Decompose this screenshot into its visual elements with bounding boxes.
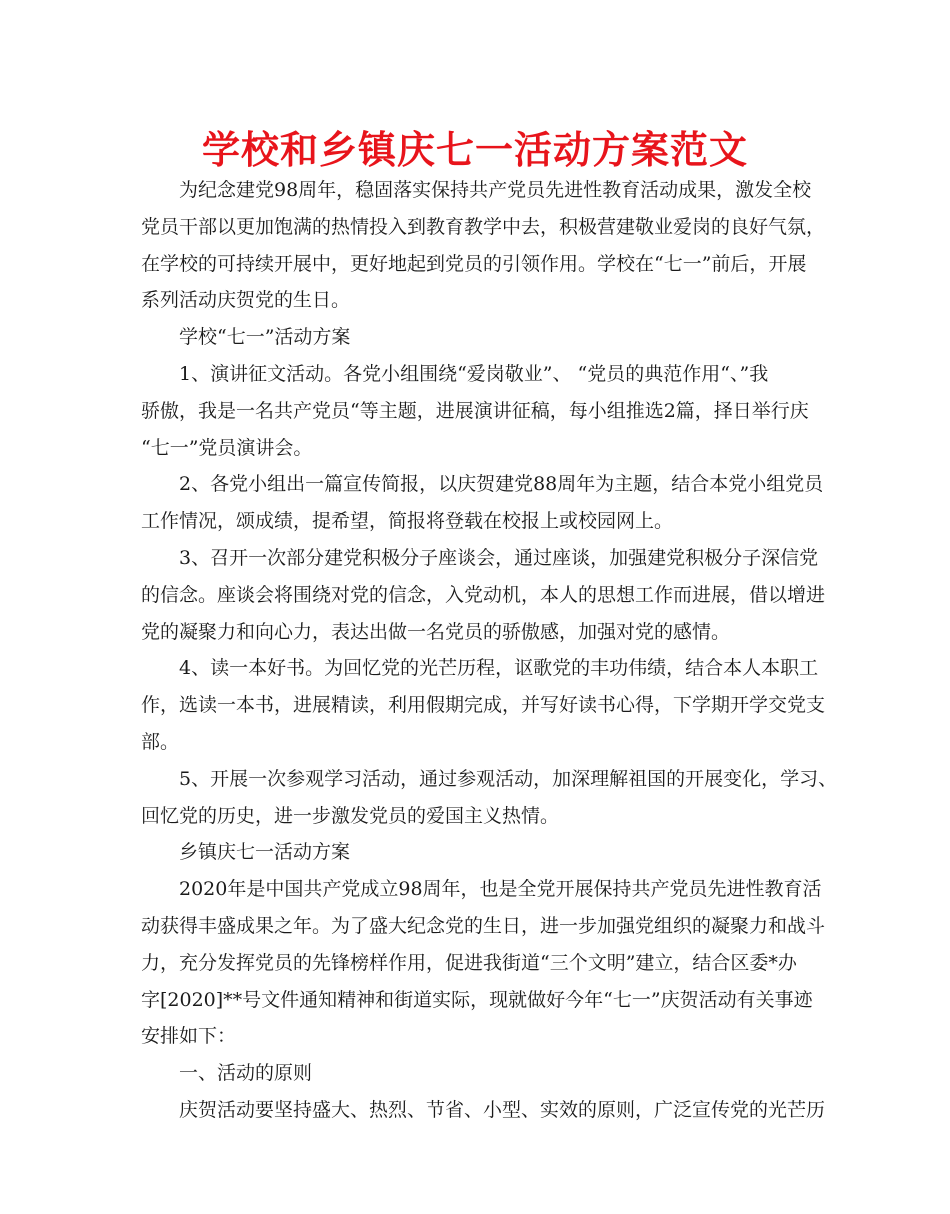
paragraph-line: 系列活动庆贺党的生日。	[141, 289, 351, 312]
paragraph-line: 2020年是中国共产党成立98周年，也是全党开展保持共产党员先进性教育活	[179, 878, 822, 901]
paragraph-line: 安排如下：	[141, 1025, 237, 1048]
paragraph-line: 骄傲，我是一名共产党员“等主题，进展演讲征稿，每小组推选2篇，择日举行庆	[141, 399, 809, 422]
paragraph-line: 庆贺活动要坚持盛大、热烈、节省、小型、实效的原则，广泛宣传党的光芒历	[179, 1098, 826, 1121]
paragraph-line: 动获得丰盛成果之年。为了盛大纪念党的生日，进一步加强党组织的凝聚力和战斗	[141, 914, 826, 937]
paragraph-line: 5、开展一次参观学习活动，通过参观活动，加深理解祖国的开展变化，学习、	[179, 767, 838, 790]
paragraph-line: 在学校的可持续开展中，更好地起到党员的引领作用。学校在“七一”前后，开展	[141, 252, 807, 275]
paragraph-line: 4、读一本好书。为回忆党的光芒历程，讴歌党的丰功伟绩，结合本人本职工	[179, 657, 819, 680]
paragraph-line: 为纪念建党98周年，稳固落实保持共产党员先进性教育活动成果，激发全校	[179, 179, 812, 201]
paragraph-line: 党员干部以更加饱满的热情投入到教育教学中去，积极营建敬业爱岗的良好气氛，	[141, 215, 826, 238]
paragraph-line: 作，选读一本书，进展精读，利用假期完成，并写好读书心得，下学期开学交党支	[141, 694, 826, 717]
document-title: 学校和乡镇庆七一活动方案范文	[201, 128, 748, 172]
paragraph-line: “七一”党员演讲会。	[141, 436, 313, 459]
paragraph-line: 工作情况，颂成绩，提希望，简报将登载在校报上或校园网上。	[141, 510, 674, 533]
paragraph-line: 力，充分发挥党员的先锋榜样作用，促进我街道“三个文明”建立，结合区委*办	[141, 951, 797, 974]
paragraph-line: 回忆党的历史，进一步激发党员的爱国主义热情。	[141, 804, 560, 827]
paragraph-line: 党的凝聚力和向心力，表达出做一名党员的骄傲感，加强对党的感情。	[141, 620, 731, 643]
paragraph-line: 部。	[141, 730, 180, 753]
paragraph-line: 字[2020]**号文件通知精神和街道实际，现就做好今年“七一”庆贺活动有关事迹	[141, 988, 813, 1011]
paragraph-line: 的信念。座谈会将围绕对党的信念，入党动机，本人的思想工作而进展，借以增进	[141, 583, 826, 606]
paragraph-line: 3、召开一次部分建党积极分子座谈会，通过座谈，加强建党积极分子深信党	[179, 546, 819, 569]
section-heading: 一、活动的原则	[179, 1062, 313, 1085]
paragraph-line: 2、各党小组出一篇宣传简报，以庆贺建党88周年为主题，结合本党小组党员	[179, 473, 824, 496]
paragraph-line: 1、演讲征文活动。各党小组围绕“爱岗敬业”、 “党员的典范作用“、”我	[179, 362, 769, 385]
section-heading: 学校“七一”活动方案	[179, 326, 351, 349]
section-heading: 乡镇庆七一活动方案	[179, 841, 351, 864]
document-body	[141, 172, 838, 1129]
